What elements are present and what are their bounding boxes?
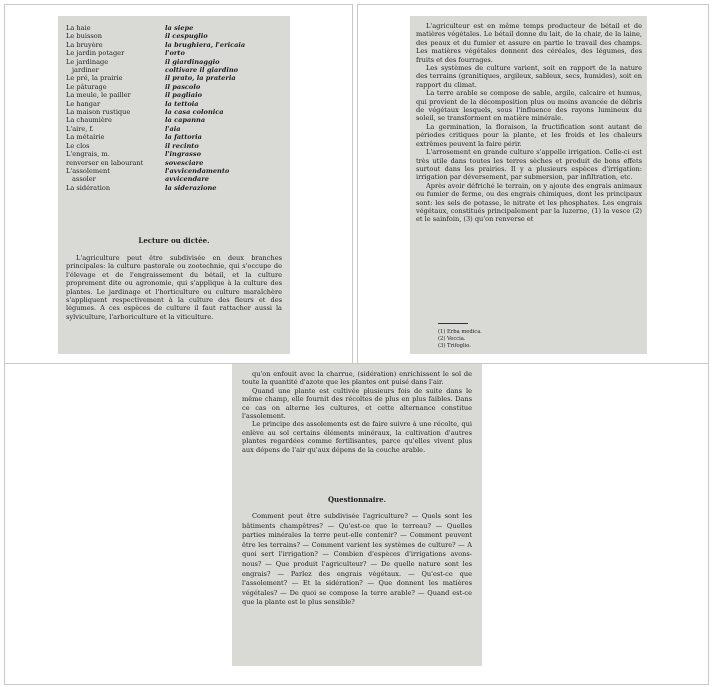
vocab-row xyxy=(66,133,286,141)
vocab-french: assoler xyxy=(72,175,96,184)
paragraph: Comment peut être subdivisée l'agriculture? — Quels sont les bâtiments champêtres? — Qu'est-ce que le terreau? — Quelles parties minérales la terre peut-elle contenir? — Comment peuvent être les terrains? — Comment varient les systèmes de culture? — A quoi sert l'irrigation? — Combien d'espèces d'irrigations avons-nous? — Que produit l'agriculteur? — De quelle nature sont les engrais? — Parlez des engrais végétaux. — Qu'est-ce que l'assolement? — Et la sidération? — Que donnent les matières végétales? — De quoi se compose la terre arable? — Quand est-ce que la plante est le plus sensible? xyxy=(242,512,472,607)
vocab-italian: la siepe xyxy=(165,24,194,32)
vocab-french: La chaumière xyxy=(66,116,112,125)
vocab-row xyxy=(66,150,286,158)
vocab-row xyxy=(66,100,286,108)
vocab-italian: l'aia xyxy=(165,124,181,133)
paragraph: La terre arable se compose de sable, argile, calcaire et humus, qui provient de la décomposition plus ou moins avancée de débris de végétaux lesquels, sous l'influence des rayons lumineux du soleil, se transforment en matière minérale. xyxy=(416,89,642,123)
vocab-french: Le jardin potager xyxy=(66,49,125,58)
vocab-italian: il recinto xyxy=(165,141,199,150)
body-text xyxy=(416,22,642,224)
paragraph: qu'on enfouit avec la charrue, (sidération) enrichissent le sol de toute la quantité d'azote que les plantes ont puisé dans l'air. xyxy=(242,370,472,387)
vocab-row xyxy=(66,116,286,124)
vocab-italian: l'orto xyxy=(165,49,185,58)
vocab-french: jardiner xyxy=(72,66,99,75)
vocab-row xyxy=(66,142,286,150)
footnote-rule xyxy=(438,323,468,324)
vocab-french: Le clos xyxy=(66,141,90,150)
vocab-french: La meule, le pailler xyxy=(66,91,131,100)
scan-page-3 xyxy=(232,364,482,666)
vocab-row xyxy=(66,159,286,167)
footnote: (1) Erba medica. xyxy=(438,329,482,335)
vocab-french: La maison rustique xyxy=(66,108,131,117)
vocab-row xyxy=(66,74,286,82)
vocab-row xyxy=(66,66,286,74)
vocab-row xyxy=(66,24,286,32)
vocab-italian: la casa colonica xyxy=(165,108,224,117)
body-text xyxy=(242,370,472,454)
vocab-french: Le pré, la prairie xyxy=(66,74,123,83)
vocab-italian: l'avvicendamento xyxy=(165,166,230,175)
vocab-row xyxy=(66,41,286,49)
vocab-italian: la fattoria xyxy=(165,133,202,142)
vocab-italian: coltivare il giardino xyxy=(165,66,239,75)
vocab-row xyxy=(66,83,286,91)
vocab-french: L'engrais, m. xyxy=(66,150,110,159)
vocab-row xyxy=(66,49,286,57)
vocab-row xyxy=(66,91,286,99)
vocab-french: Le jardinage xyxy=(66,57,109,66)
footnote: (3) Trifoglio. xyxy=(438,342,471,349)
vocab-row xyxy=(66,125,286,133)
vocab-italian: la brughiera, l'ericaia xyxy=(165,40,246,49)
vocab-french: La sidération xyxy=(66,183,111,192)
footnote: (2) Veccia. xyxy=(438,335,466,342)
vocab-italian: la siderazione xyxy=(165,183,217,192)
vocab-french: Le pâturage xyxy=(66,82,107,91)
vocab-italian: avvicendare xyxy=(165,175,209,184)
vocab-french: renverser en labourant xyxy=(66,158,144,167)
section-heading: Lecture ou dictée. xyxy=(138,236,210,245)
vocab-row xyxy=(66,32,286,40)
vocab-french: La métairie xyxy=(66,133,105,142)
vocab-italian: il prato, la prateria xyxy=(165,74,236,83)
paragraph: L'agriculture peut être subdivisée en deux branches principales: la culture pastorale ou zootechnie, qui s'occupe de l'élevage et de l'engraissement du bétail, et la culture proprement dite ou agronomie, qui s'applique à la culture des plantes. Le jardinage et l'horticulture ou culture maraîchère s'appliquent respectivement à la culture des fleurs et des légumes. A ces espèces de culture il faut rattacher aussi la sylviculture, l'arboriculture et la viticulture. xyxy=(66,254,282,321)
paragraph: Après avoir défriché le terrain, on y ajoute des engrais animaux ou fumier de ferme, ou des engrais chimiques, dont les principaux sont: les sels de potasse, le nitrate et les phosphates. Les engrais végétaux, constitués principalement par la luzerne, (1) la vesce (2) et le sainfoin, (3) qu'on renverse et xyxy=(416,181,642,224)
vocab-italian: la tettoia xyxy=(165,99,199,108)
paragraph: Le principe des assolements est de faire suivre à une récolte, qui enlève au sol certains éléments minéraux, la cultivation d'autres plantes regardées comme fertilisantes, parce qu'elles vivent plus aux dépens de l'air qu'aux dépens de la couche arable. xyxy=(242,420,472,454)
questionnaire-text xyxy=(242,512,472,608)
vocab-italian: il pascolo xyxy=(165,82,201,91)
paragraph: La germination, la floraison, la fructification sont autant de périodes critiques pour la plante, et les froids et les chaleurs extrêmes peuvent la faire périr. xyxy=(416,122,642,148)
vocab-french: La bruyère xyxy=(66,40,103,49)
vocab-french: Le hangar xyxy=(66,99,101,108)
vocab-italian: il pagliaio xyxy=(165,91,202,100)
vocab-italian: il cespuglio xyxy=(165,32,208,41)
scan-page-2 xyxy=(410,16,647,354)
body-text xyxy=(66,254,282,321)
vocab-french: L'assolement xyxy=(66,166,110,175)
paragraph: L'agriculteur est en même temps producteur de bétail et de matières végétales. Le bétail donne du lait, de la chair, de la laine, des peaux et du fumier et assure en partie le travail des champs. Les matières végétales donnent des céréales, des légumes, des fruits et des fourrages. xyxy=(416,22,642,64)
vocab-row xyxy=(66,58,286,66)
vocab-french: L'aire, f. xyxy=(66,124,94,133)
paragraph: Les systèmes de culture varient, soit en rapport de la nature des terrains (granitiques, argileux, sableux, secs, humides), soit en rapport du climat. xyxy=(416,64,642,89)
vocab-french: La haie xyxy=(66,24,91,32)
vocab-italian: l'ingrasso xyxy=(165,150,202,159)
vocab-row xyxy=(66,167,286,175)
vocab-italian: il giardinaggio xyxy=(165,57,220,66)
vocab-italian: la capanna xyxy=(165,116,206,125)
vocabulary-list xyxy=(66,24,286,192)
vocab-row xyxy=(66,108,286,116)
vocab-row xyxy=(66,175,286,183)
paragraph: Quand une plante est cultivée plusieurs fois de suite dans le même champ, elle fournit des récoltes de plus en plus faibles. Dans ce cas on alterne les cultures, et cette alternance constitue l'assolement. xyxy=(242,386,472,421)
vocab-french: Le buisson xyxy=(66,32,102,41)
section-heading: Questionnaire. xyxy=(327,495,387,504)
paragraph: L'arrosement en grande culture s'appelle irrigation. Celle-ci est très utile dans toutes les terres sèches et produit de bons effets surtout dans les prairies. Il y a plusieurs espèces d'irrigation: irrigation par déversement, par submersion, par infiltration, etc. xyxy=(416,148,642,182)
vocab-italian: sovesciare xyxy=(165,158,204,167)
scan-page-1 xyxy=(58,16,290,354)
vocab-row xyxy=(66,184,286,192)
footnotes xyxy=(438,329,482,349)
